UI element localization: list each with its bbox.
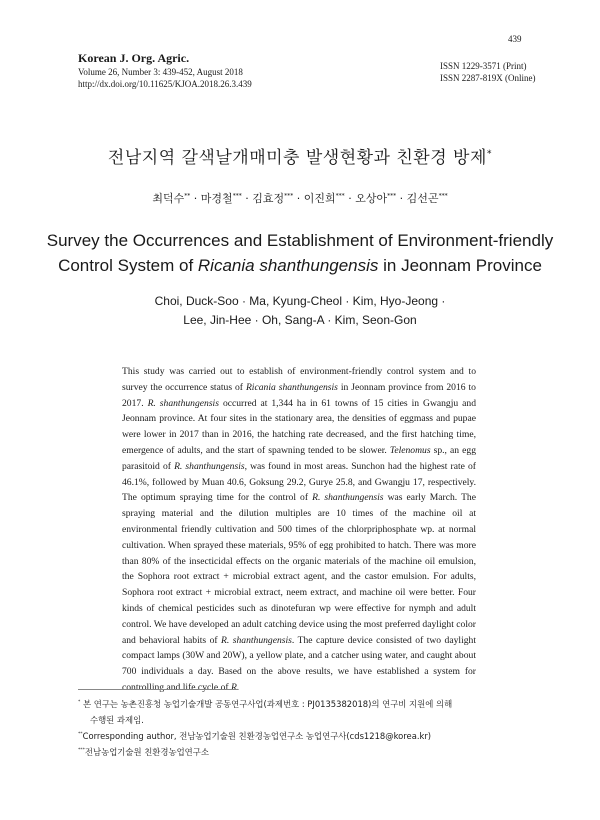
species-name: Telenomus (389, 444, 431, 456)
abstract (122, 364, 476, 696)
author-name: 최덕수 (152, 192, 185, 205)
footnote-funding-cont: 수행된 과제임. (90, 715, 144, 725)
english-title-line2 (40, 253, 560, 278)
english-authors-line1: Choi, Duck-Soo · Ma, Kyung-Cheol · Kim, Hyo-Jeong · (154, 294, 446, 308)
author-separator: · (293, 192, 304, 205)
footnotes (78, 696, 528, 760)
journal-header (78, 50, 252, 90)
author-name: 김효정 (252, 192, 285, 205)
abstract-text: sp., an egg parasitoid of (122, 444, 476, 472)
author-separator: · (396, 192, 407, 205)
title-text: Control System of (58, 256, 198, 275)
footnote-mark: *** (78, 748, 85, 754)
author-mark: *** (387, 192, 397, 200)
journal-name: Korean J. Org. Agric. (78, 51, 190, 65)
korean-title-text: 전남지역 갈색날개매미충 발생현황과 친환경 방제 (107, 148, 487, 168)
author-mark: ** (184, 192, 191, 200)
author-mark: *** (232, 192, 242, 200)
author-name: 김선곤 (406, 192, 439, 205)
volume-info: Volume 26, Number 3: 439-452, August 2018 (78, 67, 243, 77)
footnote-affiliation (78, 744, 528, 760)
abstract-text: in Jeonnam province from 2016 to 2017. (122, 381, 476, 409)
author-mark: *** (335, 192, 345, 200)
footnote-text: 전남농업기술원 친환경농업연구소 (84, 747, 209, 757)
issn-block (440, 60, 536, 84)
author-name: 이진희 (303, 192, 336, 205)
author-separator: · (344, 192, 356, 205)
english-title-line1: Survey the Occurrences and Establishment of Environment-friendly (46, 231, 554, 250)
species-name: Ricania shanthungensis (245, 381, 338, 393)
author-separator: · (190, 192, 201, 205)
species-name: R. shanthungensis (174, 460, 245, 472)
issn-print: ISSN 1229-3571 (Print) (440, 61, 527, 71)
species-name: R. shanthungensis (312, 492, 384, 504)
author-mark: *** (284, 192, 294, 200)
doi-link[interactable]: http://dx.doi.org/10.11625/KJOA.2018.26.3.439 (78, 79, 252, 89)
footnote-corresponding (78, 728, 528, 744)
footnote-divider (78, 689, 238, 690)
abstract-text: This study was carried out to establish of environment-friendly control system and to survey the occurrence status of (122, 366, 476, 393)
abstract-text: was early March. The spraying material and the dilution multiples are 10 times of the machine oil at environmental friendly cultivation and 500 times of the chlorpriphosphate wp. at normal cultivation. When sprayed these materials, 95% of egg prohibited to hatch. There was more than 80% of the insecticidal effects on the organic materials of the machine oil emulsion, the Sophora root extract + microbial extract agent, and the castor emulsion. For adults, Sophora root extract + microbial extract, neem extract, and machine oil were better. Four kinds of chemical pesticides such as dinotefuran wp were effective for nymph and adult control. We have developed an adult catching device using the most preferred daylight color and behavioral habits of (122, 492, 476, 646)
korean-title (0, 143, 600, 168)
species-name: R. (230, 681, 240, 693)
title-text: in Jeonnam Province (378, 256, 542, 275)
page-number: 439 (508, 34, 522, 44)
footnote-funding (78, 696, 528, 712)
footnote-text: 본 연구는 농촌진흥청 농업기술개발 공동연구사업(과제번호 : PJ0135382018)의 연구비 지원에 의해 (82, 699, 453, 709)
abstract-text: occurred at 1,344 ha in 61 towns of 15 cities in Gwangju and Jeonnam province. At four sites in the stationary area, the densities of eggmass and pupae were lower in 2017 than in 2016, the hatching rate decreased, and the first hatching time, emergence of adults, and the start of spawning tended to be slower. (122, 397, 477, 456)
title-footnote-mark: * (486, 148, 493, 160)
issn-online: ISSN 2287-819X (Online) (440, 73, 536, 83)
footnote-mark: ** (78, 732, 83, 738)
english-authors-line2: Lee, Jin-Hee · Oh, Sang-A · Kim, Seon-Gon (183, 313, 417, 327)
footnote-mark: * (78, 700, 81, 706)
author-name: 마경철 (200, 192, 233, 205)
abstract-text: , was found in most areas. Sunchon had the highest rate of 46.1%, followed by Muan 40.6, Goksung 29.2, Gurye 25.8, and Gwangju 17, respectively. The optimum spraying time for the control of (122, 460, 477, 504)
footnote-text: Corresponding author, 전남농업기술원 친환경농업연구소 농업연구사(cds1218@korea.kr) (82, 731, 432, 741)
species-name: R. shanthungensis (147, 397, 219, 409)
author-separator: · (241, 192, 253, 205)
english-title (40, 228, 560, 278)
english-author-list (40, 292, 560, 330)
author-name: 오상아 (355, 192, 388, 205)
author-mark: *** (438, 192, 448, 200)
korean-author-list (0, 190, 600, 206)
species-name: R. shanthungensis (221, 634, 292, 646)
abstract-text: . The capture device consisted of two daylight compact lamps (30W and 20W), a yellow plate, and a catcher using water, and caught about 700 individuals a day. Based on the above results, we have established a system for controlling and life cycle of (122, 634, 476, 693)
species-name: Ricania shanthungensis (197, 256, 379, 275)
